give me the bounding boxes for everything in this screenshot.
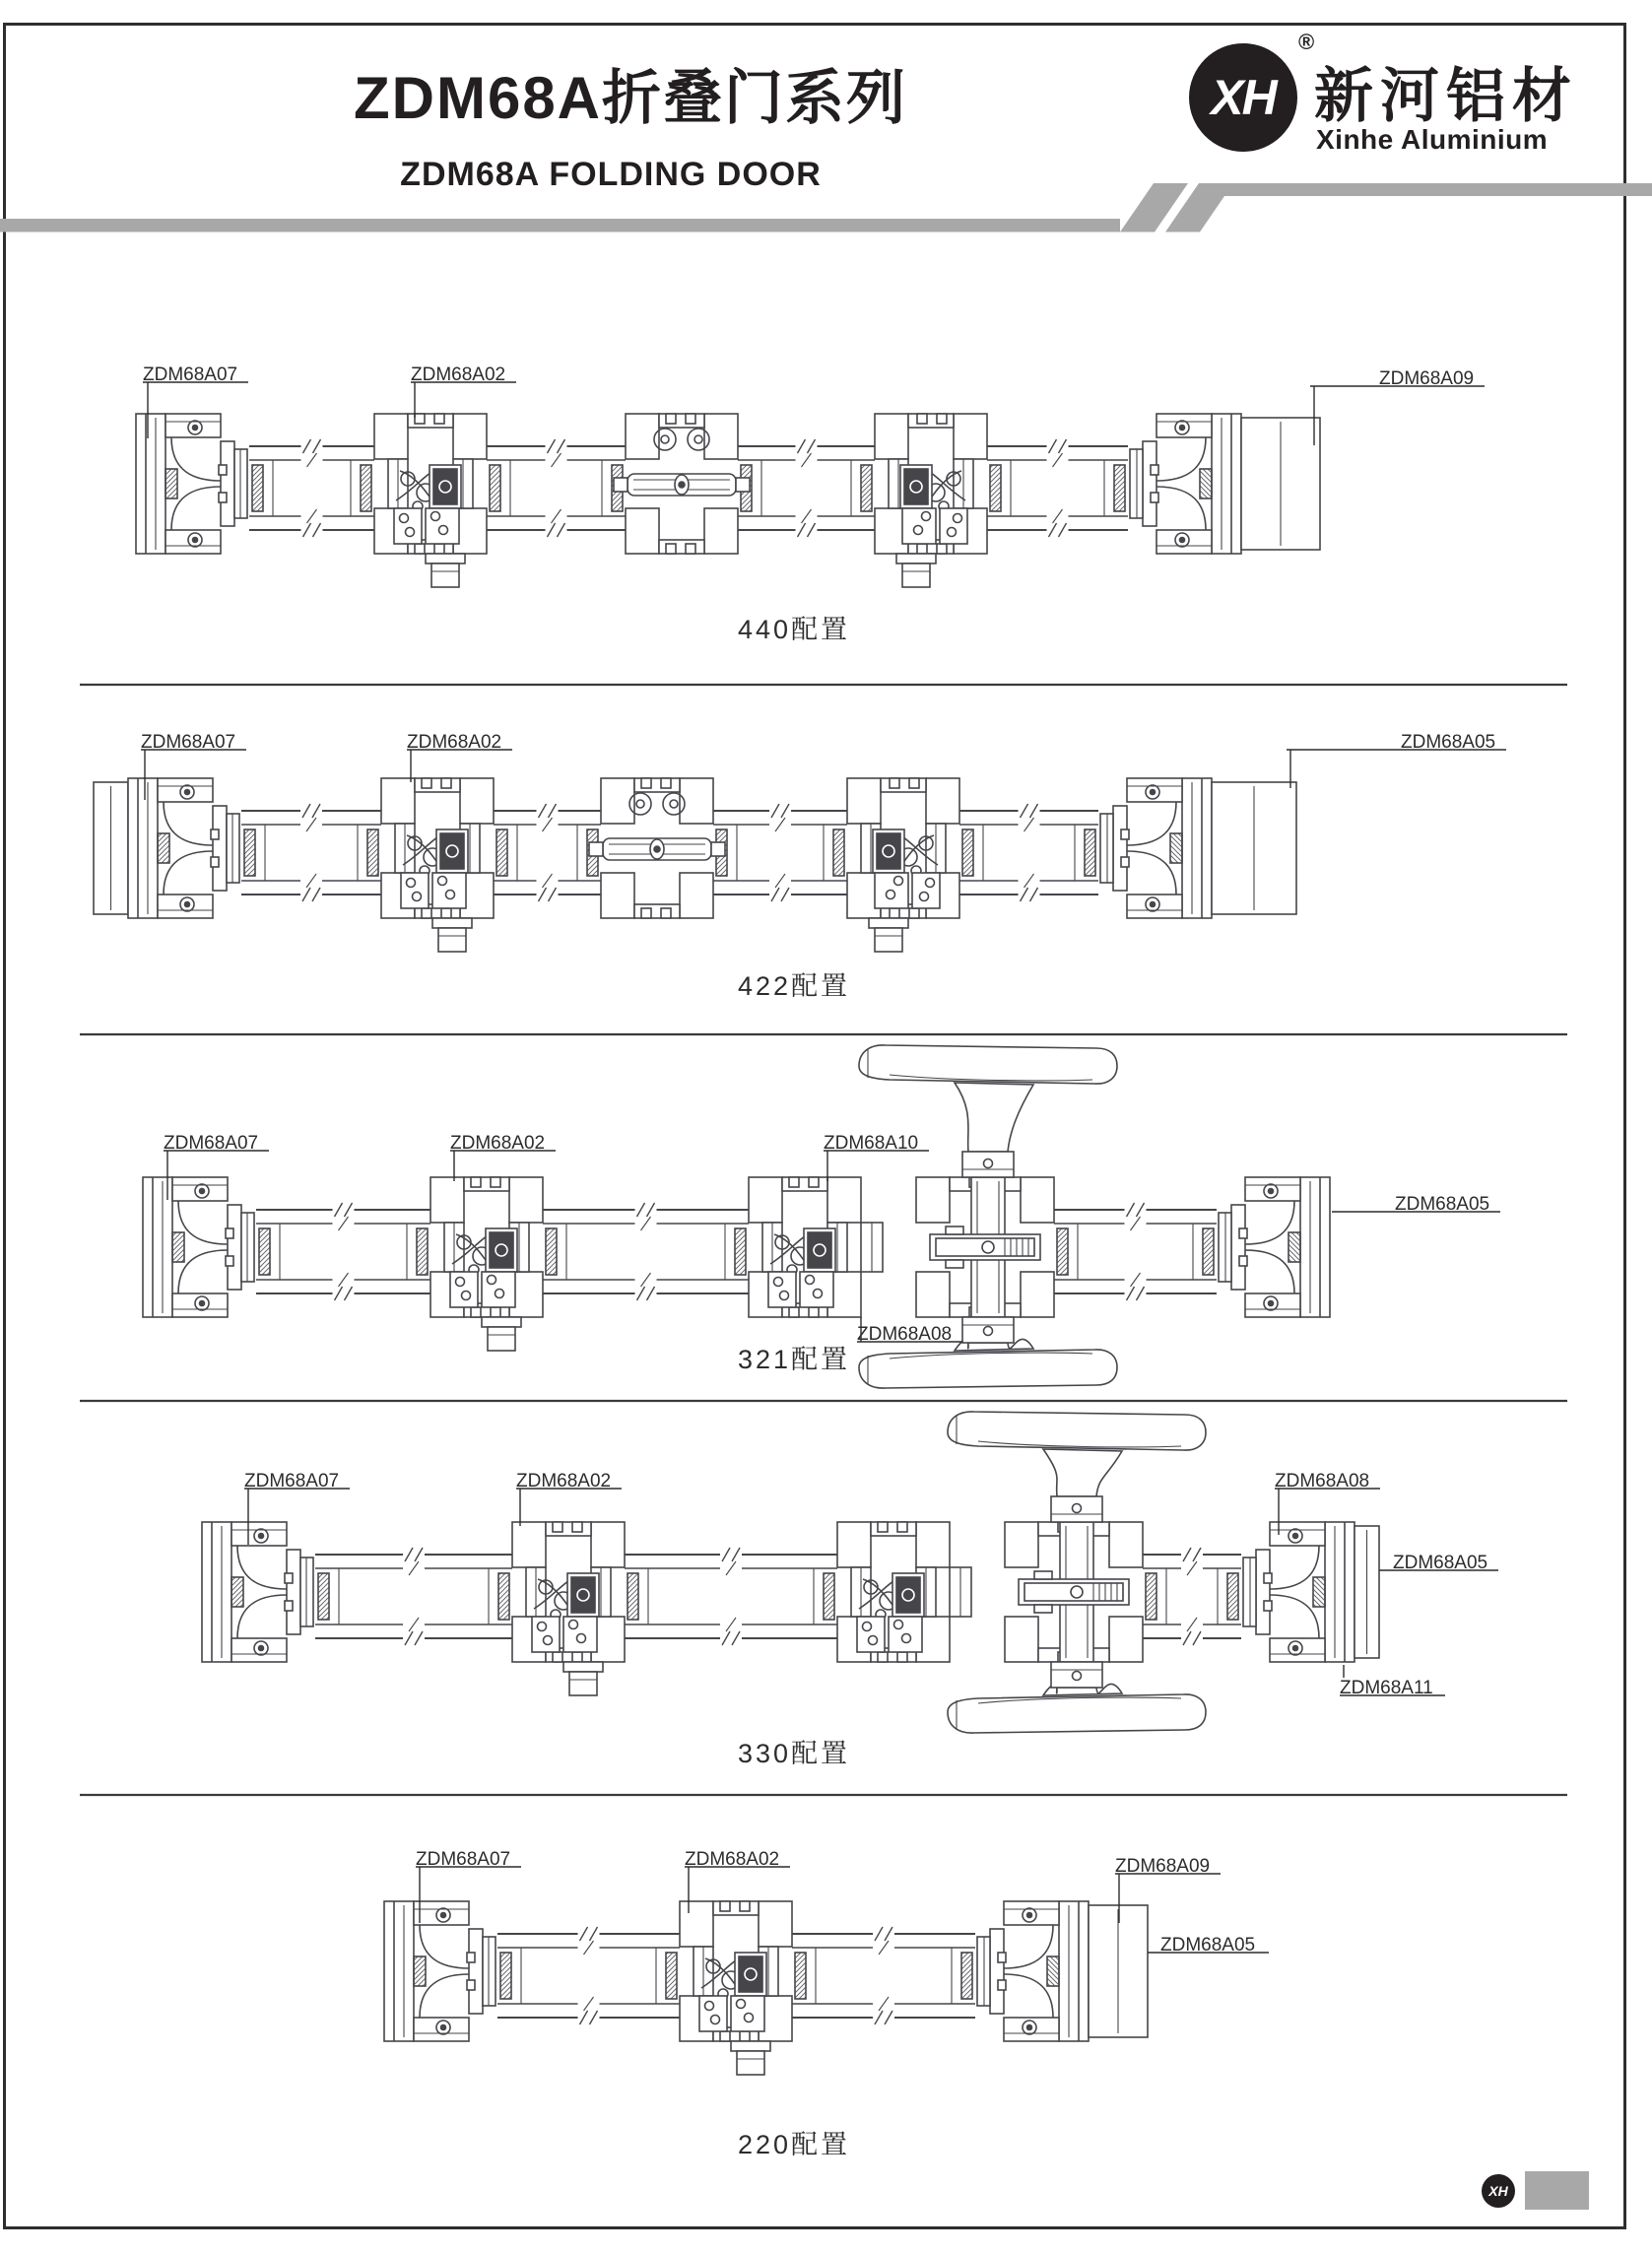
part-label: ZDM68A09 [1379,368,1475,389]
part-label: ZDM68A05 [1160,1935,1256,1956]
part-label: ZDM68A07 [416,1849,511,1870]
config-caption: 220配置 [737,2130,851,2159]
registered-mark: ® [1298,30,1315,54]
part-label: ZDM68A02 [516,1471,612,1492]
config-caption: 330配置 [737,1739,851,1768]
config-caption: 321配置 [737,1345,851,1374]
config-caption: 422配置 [737,971,851,1001]
part-label: ZDM68A09 [1115,1856,1211,1877]
config-caption: 440配置 [737,615,851,644]
config-row [80,1412,1567,1795]
part-label: ZDM68A11 [1340,1678,1433,1698]
footer-gray-block [1525,2171,1589,2210]
config-row [384,1849,1269,2159]
part-label: ZDM68A05 [1393,1553,1488,1573]
part-label: ZDM68A02 [685,1849,780,1870]
page-subtitle: ZDM68A FOLDING DOOR [400,156,822,193]
config-row [80,732,1567,1034]
part-label: ZDM68A10 [824,1133,919,1154]
part-label: ZDM68A08 [857,1324,953,1345]
brand-name-english: Xinhe Aluminium [1316,124,1549,155]
part-label: ZDM68A08 [1275,1471,1370,1492]
page-title: ZDM68A折叠门系列 [353,65,908,131]
brand-logo-icon [1189,43,1297,152]
part-label: ZDM68A02 [411,365,506,385]
config-row [80,365,1567,685]
brand-name-chinese: 新河铝材 [1314,63,1578,129]
config-row [80,1045,1567,1401]
part-label: ZDM68A07 [244,1471,340,1492]
part-label: ZDM68A07 [143,365,238,385]
part-label: ZDM68A02 [407,732,502,753]
part-label: ZDM68A05 [1401,732,1496,753]
part-label: ZDM68A02 [450,1133,546,1154]
footer-logo-icon [1482,2174,1515,2208]
part-label: ZDM68A05 [1395,1194,1490,1215]
part-label: ZDM68A07 [141,732,236,753]
brand-monogram: XH [1211,70,1276,125]
footer-monogram: XH [1488,2183,1508,2199]
part-label: ZDM68A07 [164,1133,259,1154]
